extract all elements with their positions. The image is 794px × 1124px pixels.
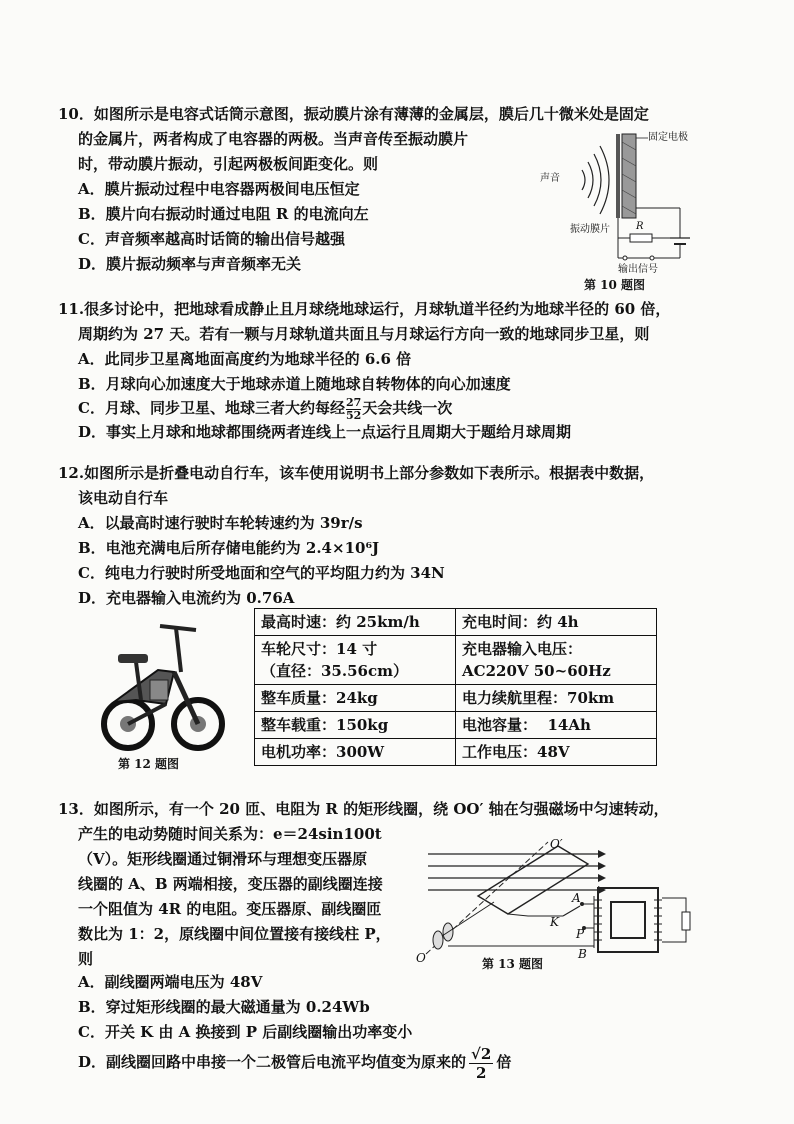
q13-line6: 数比为 1：2，原线圈中间位置接有接线柱 P， bbox=[78, 925, 391, 943]
q13-option-b: B．穿过矩形线圈的最大磁通量为 0.24Wb bbox=[78, 998, 370, 1016]
q13-line3: （V）。矩形线圈通过铜滑环与理想变压器原 bbox=[78, 850, 368, 868]
q11-option-b: B．月球向心加速度大于地球赤道上随地球自转物体的向心加速度 bbox=[78, 375, 511, 393]
generator-transformer-diagram bbox=[408, 836, 698, 968]
table-row bbox=[255, 685, 657, 712]
label-O: O bbox=[416, 951, 426, 965]
q10-option-d: D．膜片振动频率与声音频率无关 bbox=[78, 255, 302, 273]
fraction-27-52: $\frac{27}{52}$ bbox=[345, 395, 362, 422]
q10-option-a: A．膜片振动过程中电容器两极间电压恒定 bbox=[78, 180, 360, 198]
q11-line2: 周期约为 27 天。若有一颗与月球轨道共面且与月球运行方向一致的地球同步卫星，则 bbox=[78, 325, 650, 343]
q13-option-d: D．副线圈回路中串接一个二极管后电流平均值变为原来的 $\frac{√2}{2}$ 倍 bbox=[78, 1044, 512, 1082]
table-cell: 整车质量：24kg bbox=[255, 685, 456, 712]
q10-number: 10． bbox=[58, 105, 94, 123]
q10-option-c: C．声音频率越高时话筒的输出信号越强 bbox=[78, 230, 345, 248]
label-membrane: 振动膜片 bbox=[570, 224, 610, 235]
q13-option-a: A．副线圈两端电压为 48V bbox=[78, 973, 263, 991]
label-R: R bbox=[636, 221, 644, 232]
spec-table-wrapper bbox=[254, 608, 657, 766]
fraction-sqrt2-over-2: $\frac{√2}{2}$ bbox=[471, 1044, 492, 1082]
label-output-signal: 输出信号 bbox=[618, 264, 658, 275]
q12-option-a: A．以最高时速行驶时车轮转速约为 39r/s bbox=[78, 514, 363, 532]
label-A: A bbox=[572, 891, 581, 905]
q12-number: 12. bbox=[58, 464, 85, 482]
q13-figure bbox=[408, 836, 698, 968]
table-cell: 车轮尺寸：14 寸 （直径：35.56cm） bbox=[255, 636, 456, 685]
q10-caption: 第 10 题图 bbox=[584, 278, 646, 292]
q11-option-d: D．事实上月球和地球都围绕两者连线上一点运行且周期大于题给月球周期 bbox=[78, 423, 572, 441]
q12-line1: 12.如图所示是折叠电动自行车，该车使用说明书上部分参数如下表所示。根据表中数据， bbox=[58, 464, 655, 482]
table-cell: 最高时速：约 25km/h bbox=[255, 609, 456, 636]
electric-bicycle-image bbox=[96, 612, 226, 757]
q10-figure bbox=[530, 128, 720, 290]
q13-line7: 则 bbox=[78, 950, 94, 968]
q13-line4: 线圈的 A、B 两端相接，变压器的副线圈连接 bbox=[78, 875, 383, 893]
label-sound: 声音 bbox=[540, 173, 560, 184]
q11-line1: 11.很多讨论中，把地球看成静止且月球绕地球运行，月球轨道半径约为地球半径的 60 倍， bbox=[58, 300, 671, 318]
q10-line3: 时，带动膜片振动，引起两极板间距变化。则 bbox=[78, 155, 379, 173]
label-P: P bbox=[576, 927, 585, 941]
q10-line1: 10．如图所示是电容式话筒示意图，振动膜片涂有薄薄的金属层，膜后几十微米处是固定 bbox=[58, 105, 649, 123]
q10-line2: 的金属片，两者构成了电容器的两极。当声音传至振动膜片 bbox=[78, 130, 469, 148]
q13-caption: 第 13 题图 bbox=[482, 957, 544, 971]
q13-line5: 一个阻值为 4R 的电阻。变压器原、副线圈匝 bbox=[78, 900, 382, 918]
table-cell: 电力续航里程：70km bbox=[456, 685, 657, 712]
table-cell: 充电时间：约 4h bbox=[456, 609, 657, 636]
label-fixed-electrode: 固定电极 bbox=[648, 132, 688, 143]
spec-table bbox=[254, 608, 657, 766]
q11-option-a: A．此同步卫星离地面高度约为地球半径的 6.6 倍 bbox=[78, 350, 412, 368]
table-row bbox=[255, 739, 657, 766]
table-cell: 电池容量： 14Ah bbox=[456, 712, 657, 739]
table-cell: 工作电压：48V bbox=[456, 739, 657, 766]
table-row bbox=[255, 636, 657, 685]
q12-option-c: C．纯电力行驶时所受地面和空气的平均阻力约为 34N bbox=[78, 564, 445, 582]
label-B: B bbox=[578, 947, 587, 961]
q12-caption: 第 12 题图 bbox=[118, 757, 180, 771]
table-row bbox=[255, 712, 657, 739]
q13-line1: 13．如图所示，有一个 20 匝、电阻为 R 的矩形线圈，绕 OO′ 轴在匀强磁场中匀速转动， bbox=[58, 800, 669, 818]
table-cell: 电机功率：300W bbox=[255, 739, 456, 766]
q13-line2: 产生的电动势随时间关系为：e＝24sin100t bbox=[78, 825, 382, 843]
table-row bbox=[255, 609, 657, 636]
q12-line2: 该电动自行车 bbox=[78, 489, 169, 507]
q10-option-b: B．膜片向右振动时通过电阻 R 的电流向左 bbox=[78, 205, 369, 223]
q11-option-c: C．月球、同步卫星、地球三者大约每经 $\frac{27}{52}$ 天会共线一次 bbox=[78, 395, 453, 422]
table-cell: 整车载重：150kg bbox=[255, 712, 456, 739]
q13-number: 13． bbox=[58, 800, 94, 818]
label-K: K bbox=[550, 915, 559, 929]
q13-option-c: C．开关 K 由 A 换接到 P 后副线圈输出功率变小 bbox=[78, 1023, 413, 1041]
q12-option-d: D．充电器输入电流约为 0.76A bbox=[78, 589, 295, 607]
q12-option-b: B．电池充满电后所存储电能约为 2.4×10⁶J bbox=[78, 539, 380, 557]
label-O-prime: O′ bbox=[550, 837, 563, 851]
table-cell: 充电器输入电压： AC220V 50~60Hz bbox=[456, 636, 657, 685]
q11-number: 11. bbox=[58, 300, 85, 318]
